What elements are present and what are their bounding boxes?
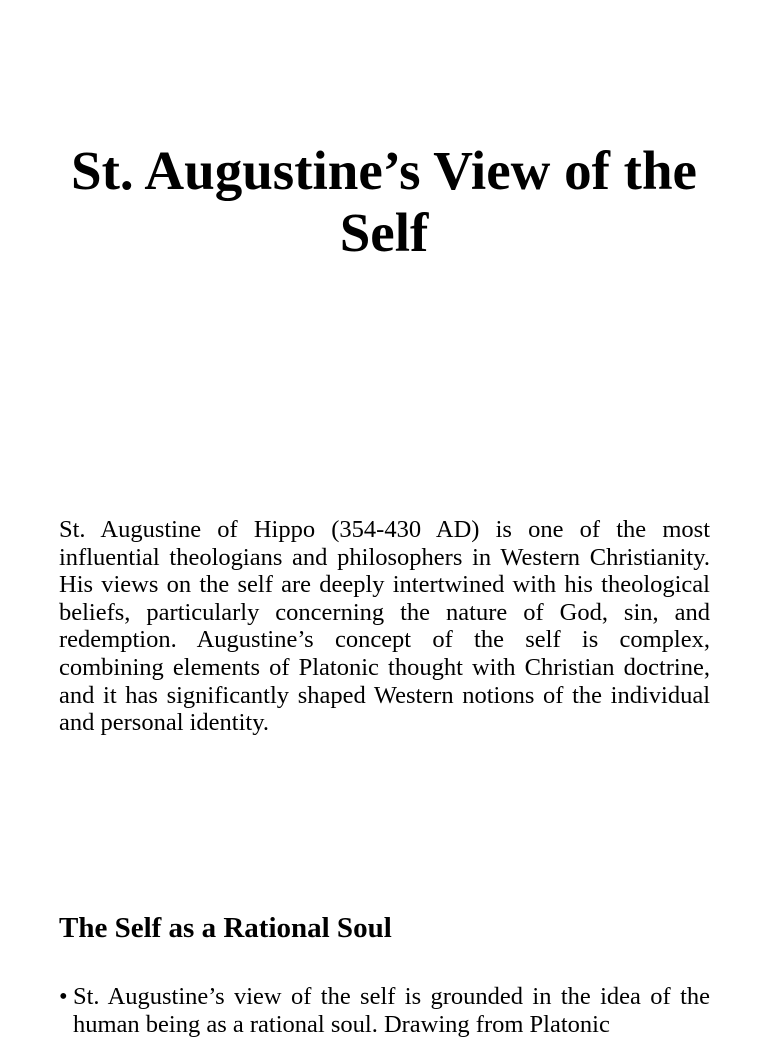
list-item: [59, 983, 710, 1038]
intro-paragraph: St. Augustine of Hippo (354-430 AD) is one of the most influential theologians and philosophers in Western Christianity. His views on the self are deeply intertwined with his theological beliefs, particularly concerning the nature of God, sin, and redemption. Augustine’s concept of the self is complex, combining elements of Platonic thought with Christian doctrine, and it has significantly shaped Western notions of the individual and personal identity.: [59, 516, 710, 737]
bullet-list: [59, 983, 710, 1038]
bullet-icon: •: [59, 983, 68, 1010]
section-heading: The Self as a Rational Soul: [59, 912, 392, 944]
bullet-text: St. Augustine’s view of the self is grounded in the idea of the human being as a rational soul. Drawing from Platonic: [73, 983, 710, 1038]
page-title: St. Augustine’s View of the Self: [71, 140, 697, 263]
